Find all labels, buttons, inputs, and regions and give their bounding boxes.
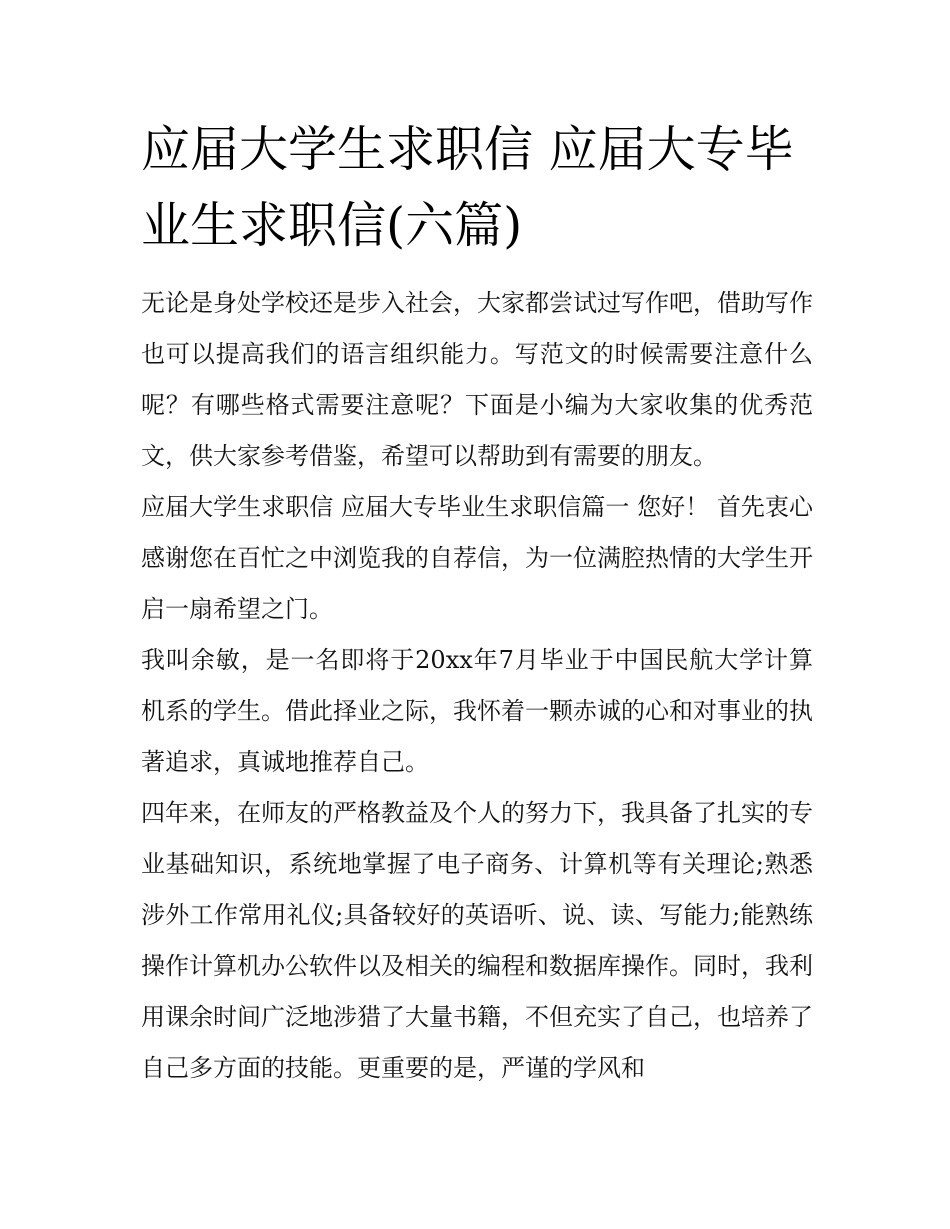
paragraph-skills: 四年来，在师友的严格教益及个人的努力下，我具备了扎实的专业基础知识，系统地掌握了电子商务、计算机等有关理论;熟悉涉外工作常用礼仪;具备较好的英语听、说、读、写能力;能熟练操作计算机办公软件以及相关的编程和数据库操作。同时，我利用课余时间广泛地涉猎了大量书籍，不但充实了自己，也培养了自己多方面的技能。更重要的是，严谨的学风和 [141, 799, 813, 1082]
paragraph-greeting: 应届大学生求职信 应届大专毕业生求职信篇一 您好！ 首先衷心感谢您在百忙之中浏览我的自荐信，为一位满腔热情的大学生开启一扇希望之门。 [141, 493, 813, 623]
document-title: 应届大学生求职信 应届大专毕业生求职信(六篇) [141, 121, 794, 254]
paragraph-intro: 无论是身处学校还是步入社会，大家都尝试过写作吧，借助写作也可以提高我们的语言组织能力。写范文的时候需要注意什么呢？有哪些格式需要注意呢？下面是小编为大家收集的优秀范文，供大家参考借鉴，希望可以帮助到有需要的朋友。 [141, 289, 813, 470]
paragraph-self-introduction: 我叫余敏，是一名即将于20xx年7月毕业于中国民航大学计算机系的学生。借此择业之际，我怀着一颗赤诚的心和对事业的执著追求，真诚地推荐自己。 [141, 646, 813, 776]
document-body [141, 112, 813, 1094]
